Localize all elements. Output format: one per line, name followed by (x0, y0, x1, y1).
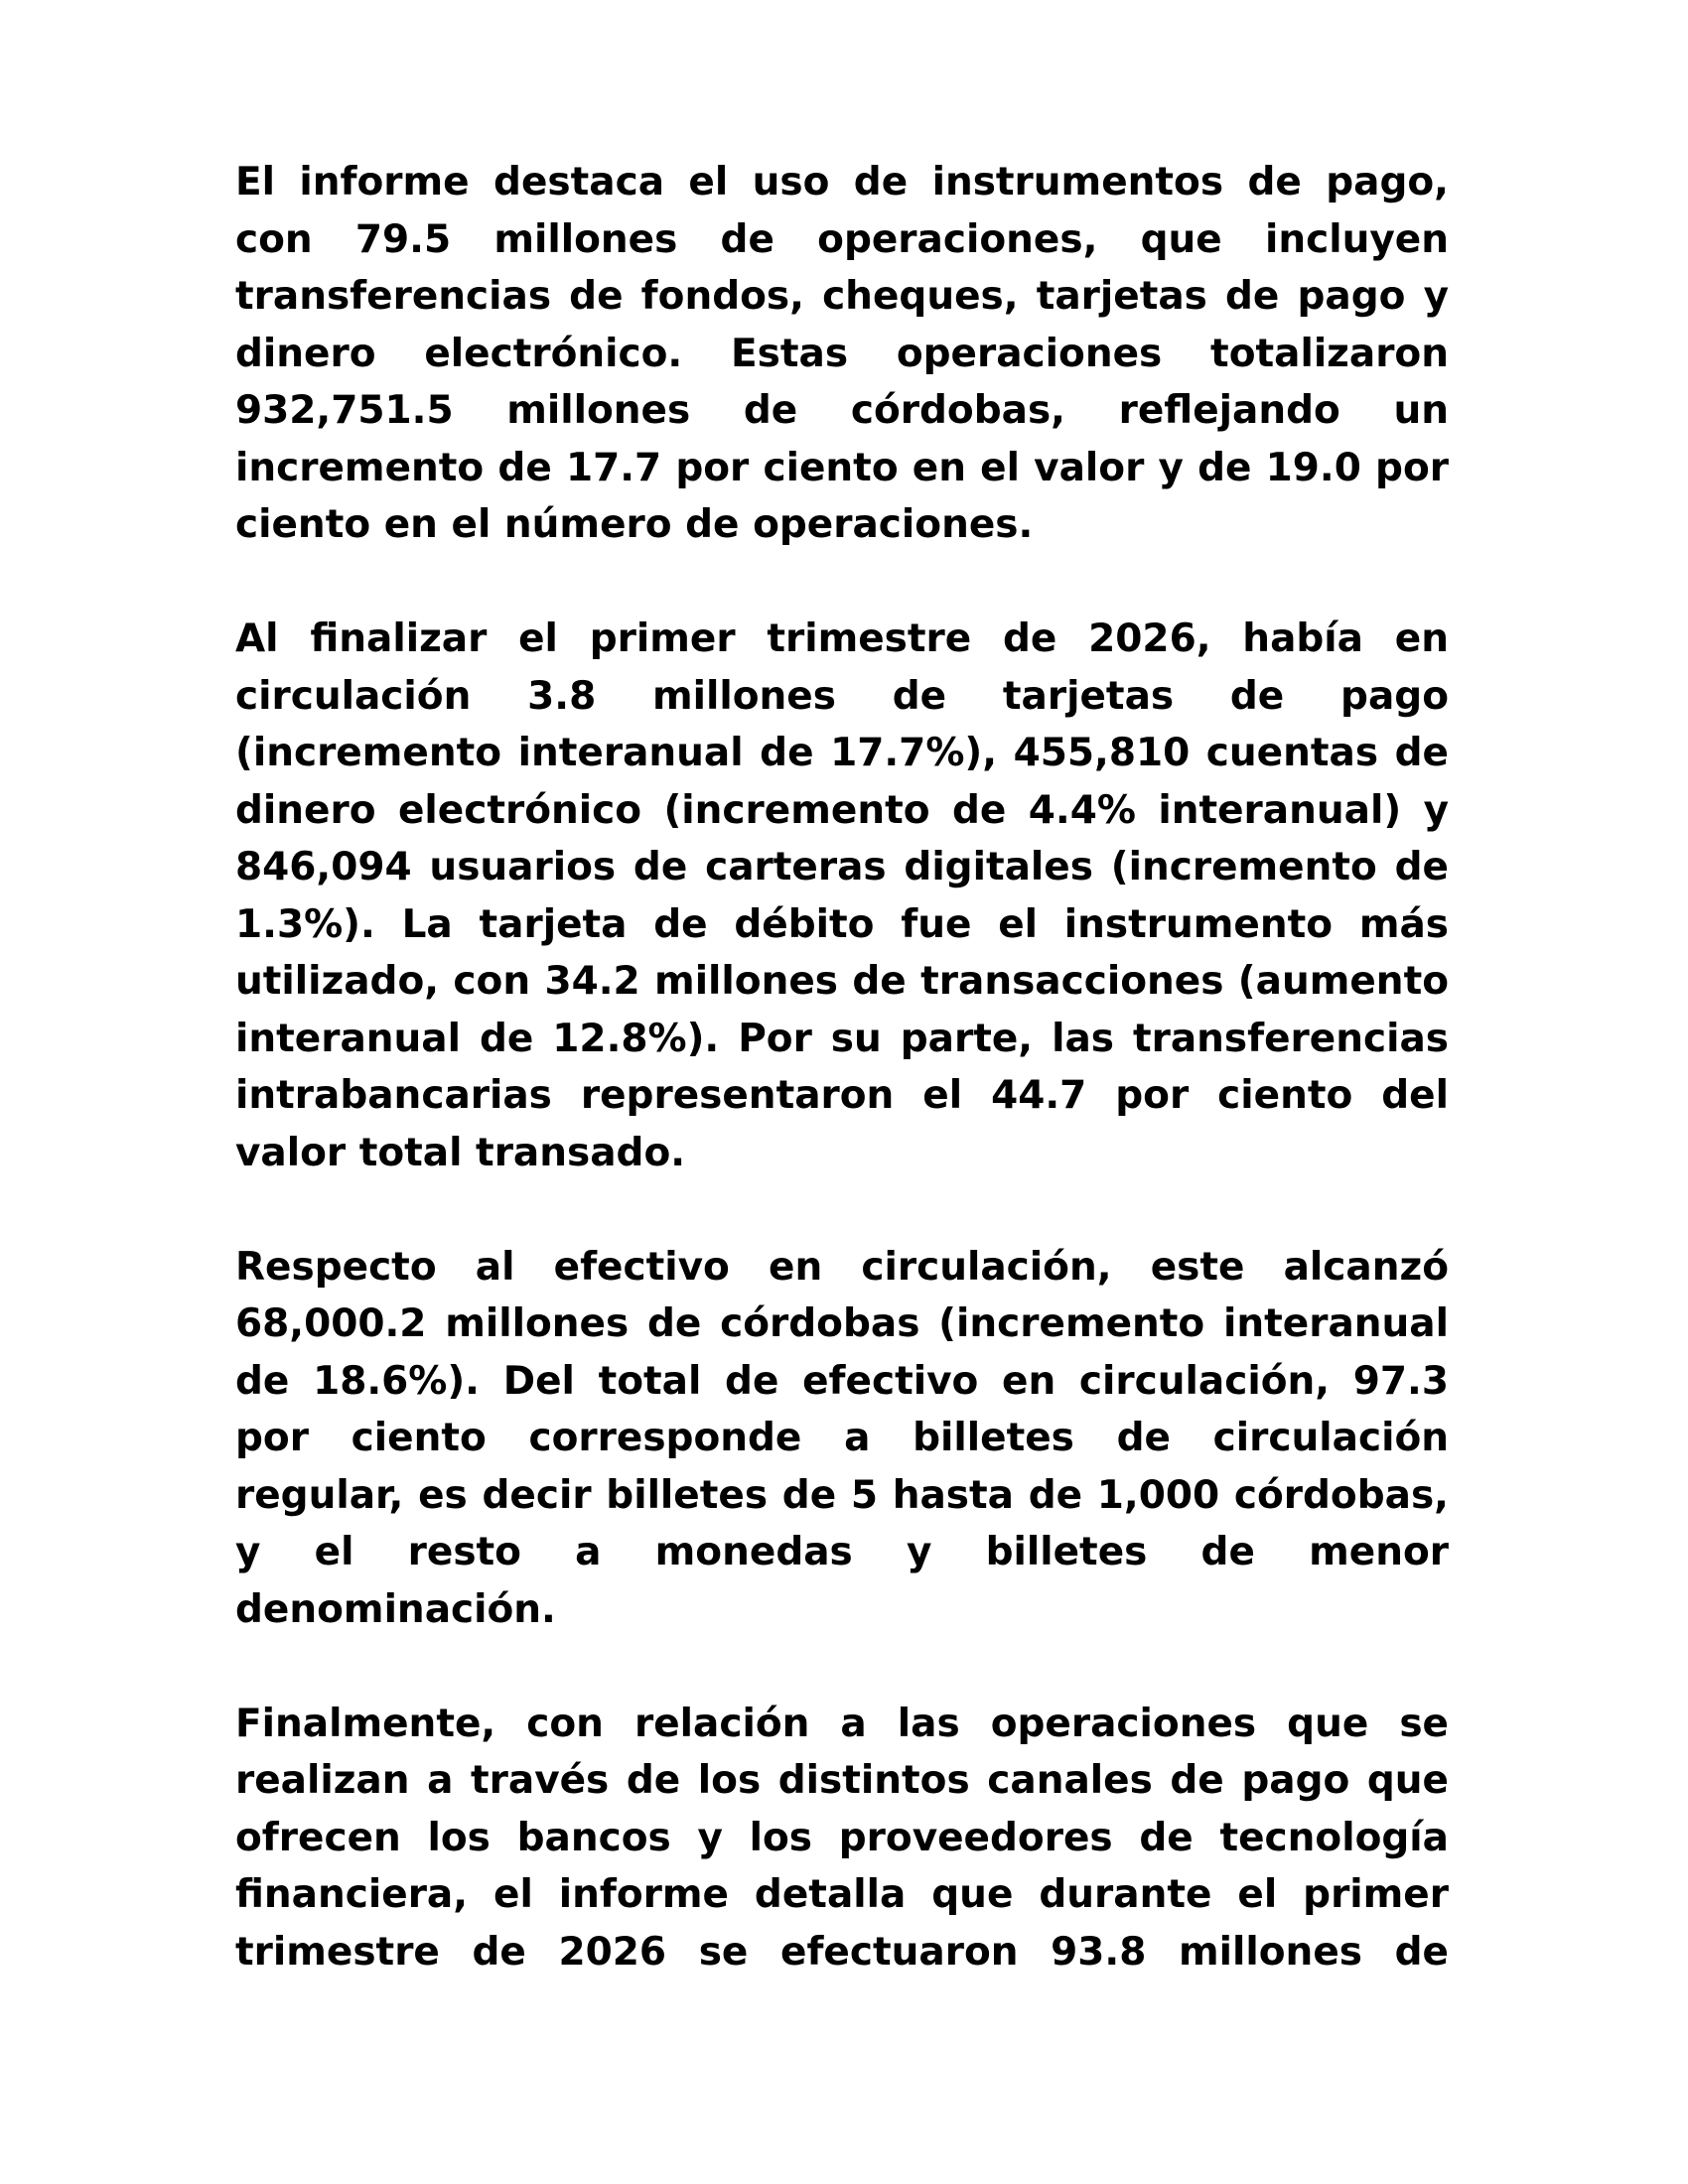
paragraph-cards-and-accounts: Al finalizar el primer trimestre de 2026, había en circulación 3.8 millones de tarjetas de pago (incremento interanual de 17.7%), 455,810 cuentas de dinero electrónico (incremento de 4.4% interanual) y 846,094 usuarios de carteras digitales (incremento de 1.3%). La tarjeta de débito fue el instrumento más utilizado, con 34.2 millones de transacciones (aumento interanual de 12.8%). Por su parte, las transferencias intrabancarias representaron el 44.7 por ciento del valor total transado. (235, 616, 1449, 1175)
paragraph-cash-in-circulation: Respecto al efectivo en circulación, este alcanzó 68,000.2 millones de córdobas (incremento interanual de 18.6%). Del total de efectivo en circulación, 97.3 por ciento corresponde a billetes de circulación regular, es decir billetes de 5 hasta de 1,000 córdobas, y el resto a monedas y billetes de menor denominación. (235, 1244, 1449, 1632)
document-body (235, 154, 1449, 1980)
paragraph-payment-channels: Finalmente, con relación a las operaciones que se realizan a través de los distintos canales de pago que ofrecen los bancos y los proveedores de tecnología financiera, el informe detalla que durante el primer trimestre de 2026 se efectuaron 93.8 millones de (235, 1701, 1449, 1975)
paragraph-payment-instruments: El informe destaca el uso de instrumentos de pago, con 79.5 millones de operaciones, que incluyen transferencias de fondos, cheques, tarjetas de pago y dinero electrónico. Estas operaciones totalizaron 932,751.5 millones de córdobas, reflejando un incremento de 17.7 por ciento en el valor y de 19.0 por ciento en el número de operaciones. (235, 160, 1449, 547)
